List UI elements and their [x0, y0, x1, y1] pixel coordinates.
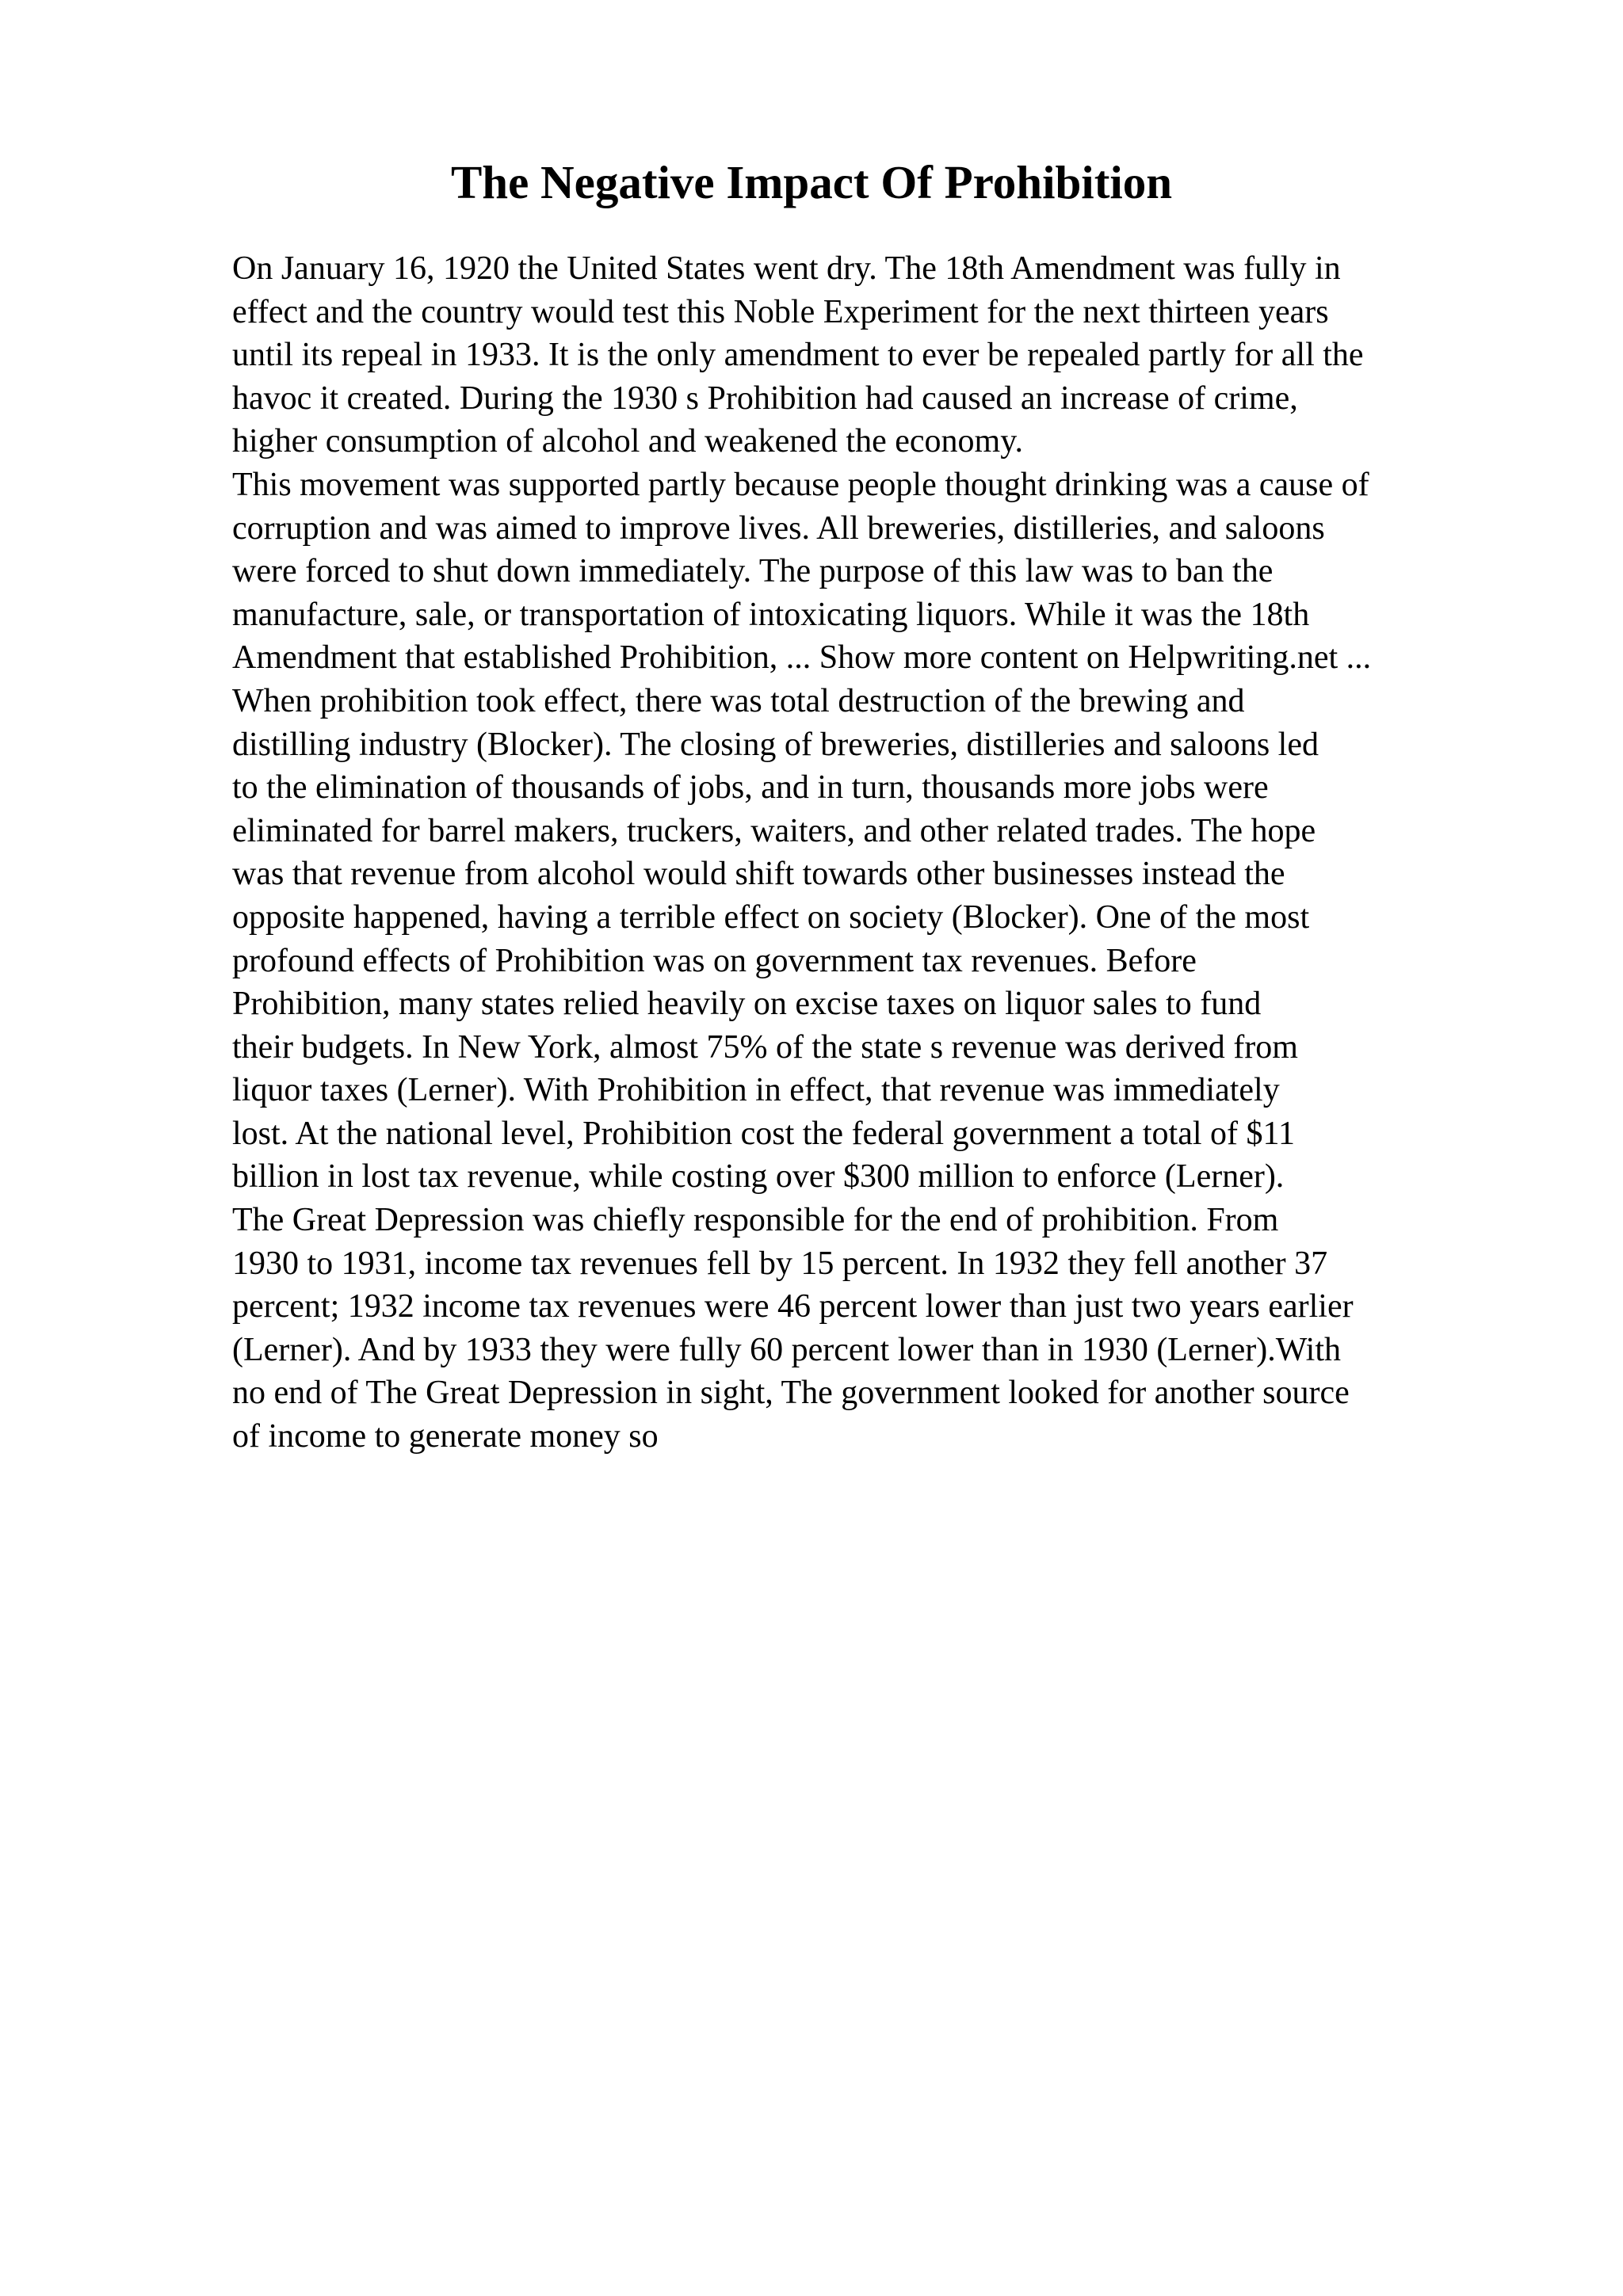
- text-line: opposite happened, having a terrible effect on society (Blocker). One of the most: [232, 898, 1310, 936]
- text-line: no end of The Great Depression in sight, The government looked for another source: [232, 1375, 1350, 1412]
- text-line: On January 16, 1920 the United States went dry. The 18th Amendment was fully in: [232, 250, 1341, 287]
- text-line: percent; 1932 income tax revenues were 46 percent lower than just two years earlier: [232, 1288, 1354, 1325]
- text-line: The Great Depression was chiefly responsible for the end of prohibition. From: [232, 1202, 1279, 1239]
- text-line: lost. At the national level, Prohibition cost the federal government a total of $11: [232, 1115, 1295, 1152]
- text-line: was that revenue from alcohol would shift towards other businesses instead the: [232, 856, 1285, 893]
- text-line: When prohibition took effect, there was total destruction of the brewing and: [232, 682, 1245, 719]
- text-line: to the elimination of thousands of jobs, and in turn, thousands more jobs were: [232, 769, 1269, 807]
- text-line: manufacture, sale, or transportation of intoxicating liquors. While it was the 18th: [232, 596, 1310, 633]
- text-line: of income to generate money so: [232, 1418, 659, 1455]
- document-title: The Negative Impact Of Prohibition: [450, 156, 1173, 208]
- text-line: 1930 to 1931, income tax revenues fell by 15 percent. In 1932 they fell another 37: [232, 1245, 1328, 1282]
- text-line: Prohibition, many states relied heavily on excise taxes on liquor sales to fund: [232, 986, 1262, 1023]
- text-line: eliminated for barrel makers, truckers, waiters, and other related trades. The hope: [232, 812, 1316, 849]
- text-line: were forced to shut down immediately. The purpose of this law was to ban the: [232, 553, 1274, 590]
- text-line: their budgets. In New York, almost 75% of the state s revenue was derived from: [232, 1028, 1298, 1066]
- text-line: liquor taxes (Lerner). With Prohibition in effect, that revenue was immediately: [232, 1072, 1280, 1109]
- text-line: higher consumption of alcohol and weakened the economy.: [232, 423, 1023, 460]
- text-line: distilling industry (Blocker). The closing of breweries, distilleries and saloons led: [232, 726, 1319, 763]
- text-line: Amendment that established Prohibition, ... Show more content on Helpwriting.net ...: [232, 639, 1372, 677]
- text-line: havoc it created. During the 1930 s Prohibition had caused an increase of crime,: [232, 379, 1298, 417]
- document-body: [232, 247, 1532, 1459]
- text-line: billion in lost tax revenue, while costing over $300 million to enforce (Lerner).: [232, 1158, 1285, 1196]
- text-line: This movement was supported partly because people thought drinking was a cause of: [232, 466, 1369, 503]
- text-line: corruption and was aimed to improve lives. All breweries, distilleries, and saloons: [232, 509, 1325, 547]
- text-line: effect and the country would test this Noble Experiment for the next thirteen years: [232, 293, 1329, 330]
- text-line: (Lerner). And by 1933 they were fully 60 percent lower than in 1930 (Lerner).With: [232, 1331, 1342, 1368]
- text-line: until its repeal in 1933. It is the only amendment to ever be repealed partly for all the: [232, 337, 1364, 374]
- text-line: profound effects of Prohibition was on government tax revenues. Before: [232, 942, 1197, 979]
